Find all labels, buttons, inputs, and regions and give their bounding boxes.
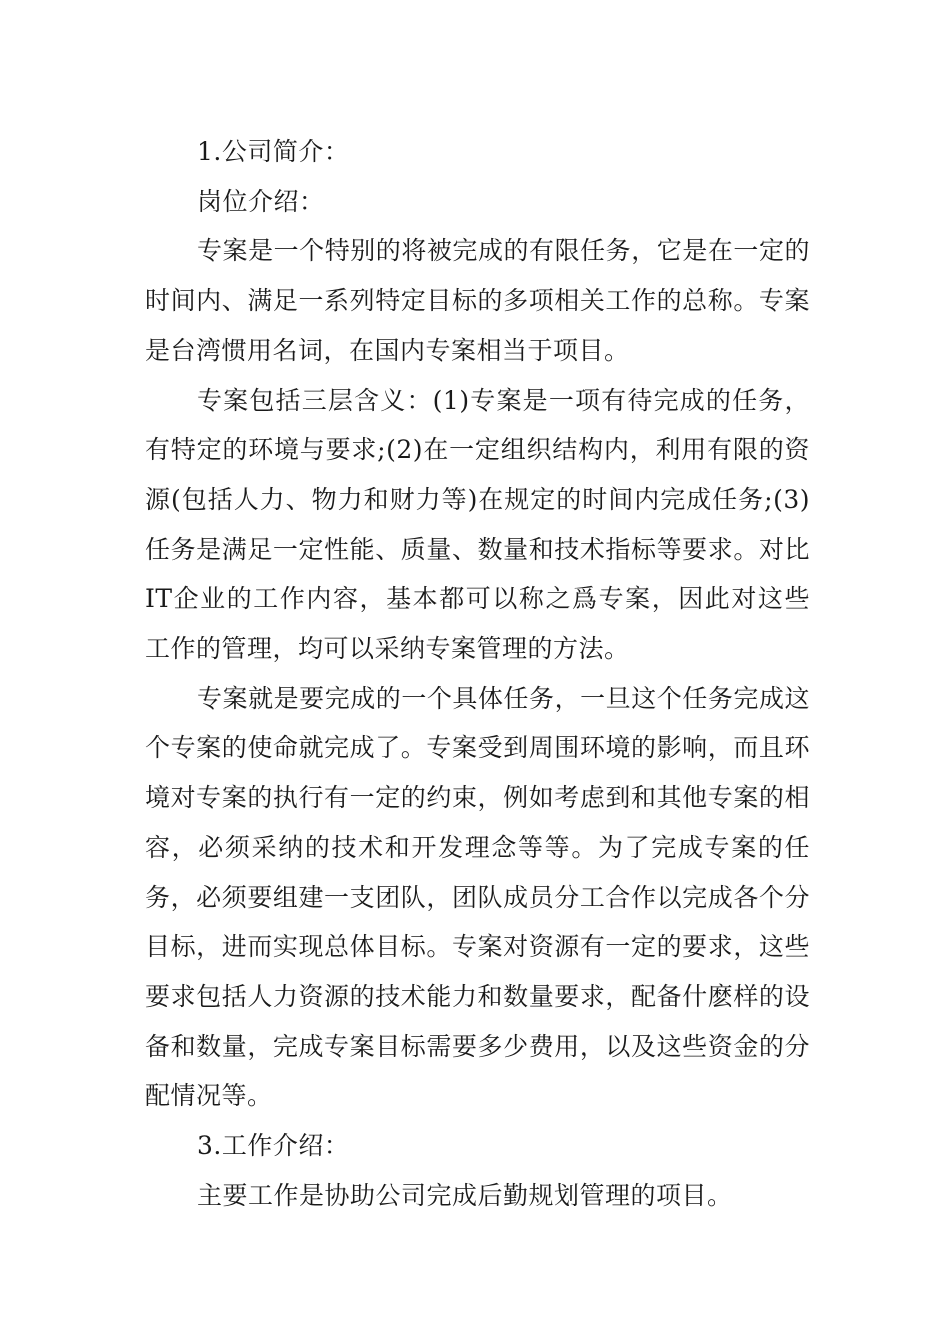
heading-position-intro: 岗位介绍： <box>197 186 325 216</box>
paragraph-project-definition: 专案是一个特别的将被完成的有限任务，它是在一定的时间内、满足一系列特定目标的多项相关工作的总称。专案是台湾惯用名词，在国内专案相当于项目。 <box>145 236 810 365</box>
heading-job-intro: 3.工作介绍： <box>197 1131 350 1161</box>
paragraph-project-meanings: 专案包括三层含义：(1)专案是一项有待完成的任务，有特定的环境与要求;(2)在一定组织结构内，利用有限的资源(包括人力、物力和财力等)在规定的时间内完成任务;(3)任务是满足一定性能、质量、数量和技术指标等要求。对比IT企业的工作内容，基本都可以称之爲专案，因此对这些工作的管理，均可以采纳专案管理的方法。 <box>145 385 810 664</box>
paragraph-project-task: 专案就是要完成的一个具体任务，一旦这个任务完成这个专案的使命就完成了。专案受到周围环境的影响，而且环境对专案的执行有一定的约束，例如考虑到和其他专案的相容，必须采纳的技术和开发理念等等。为了完成专案的任务，必须要组建一支团队，团队成员分工合作以完成各个分目标，进而实现总体目标。专案对资源有一定的要求，这些要求包括人力资源的技术能力和数量要求，配备什麽样的设备和数量，完成专案目标需要多少费用，以及这些资金的分配情况等。 <box>145 683 810 1111</box>
heading-company-intro: 1.公司简介： <box>197 137 350 166</box>
paragraph-main-work: 主要工作是协助公司完成后勤规划管理的项目。 <box>197 1180 733 1210</box>
document-body <box>145 127 810 1220</box>
